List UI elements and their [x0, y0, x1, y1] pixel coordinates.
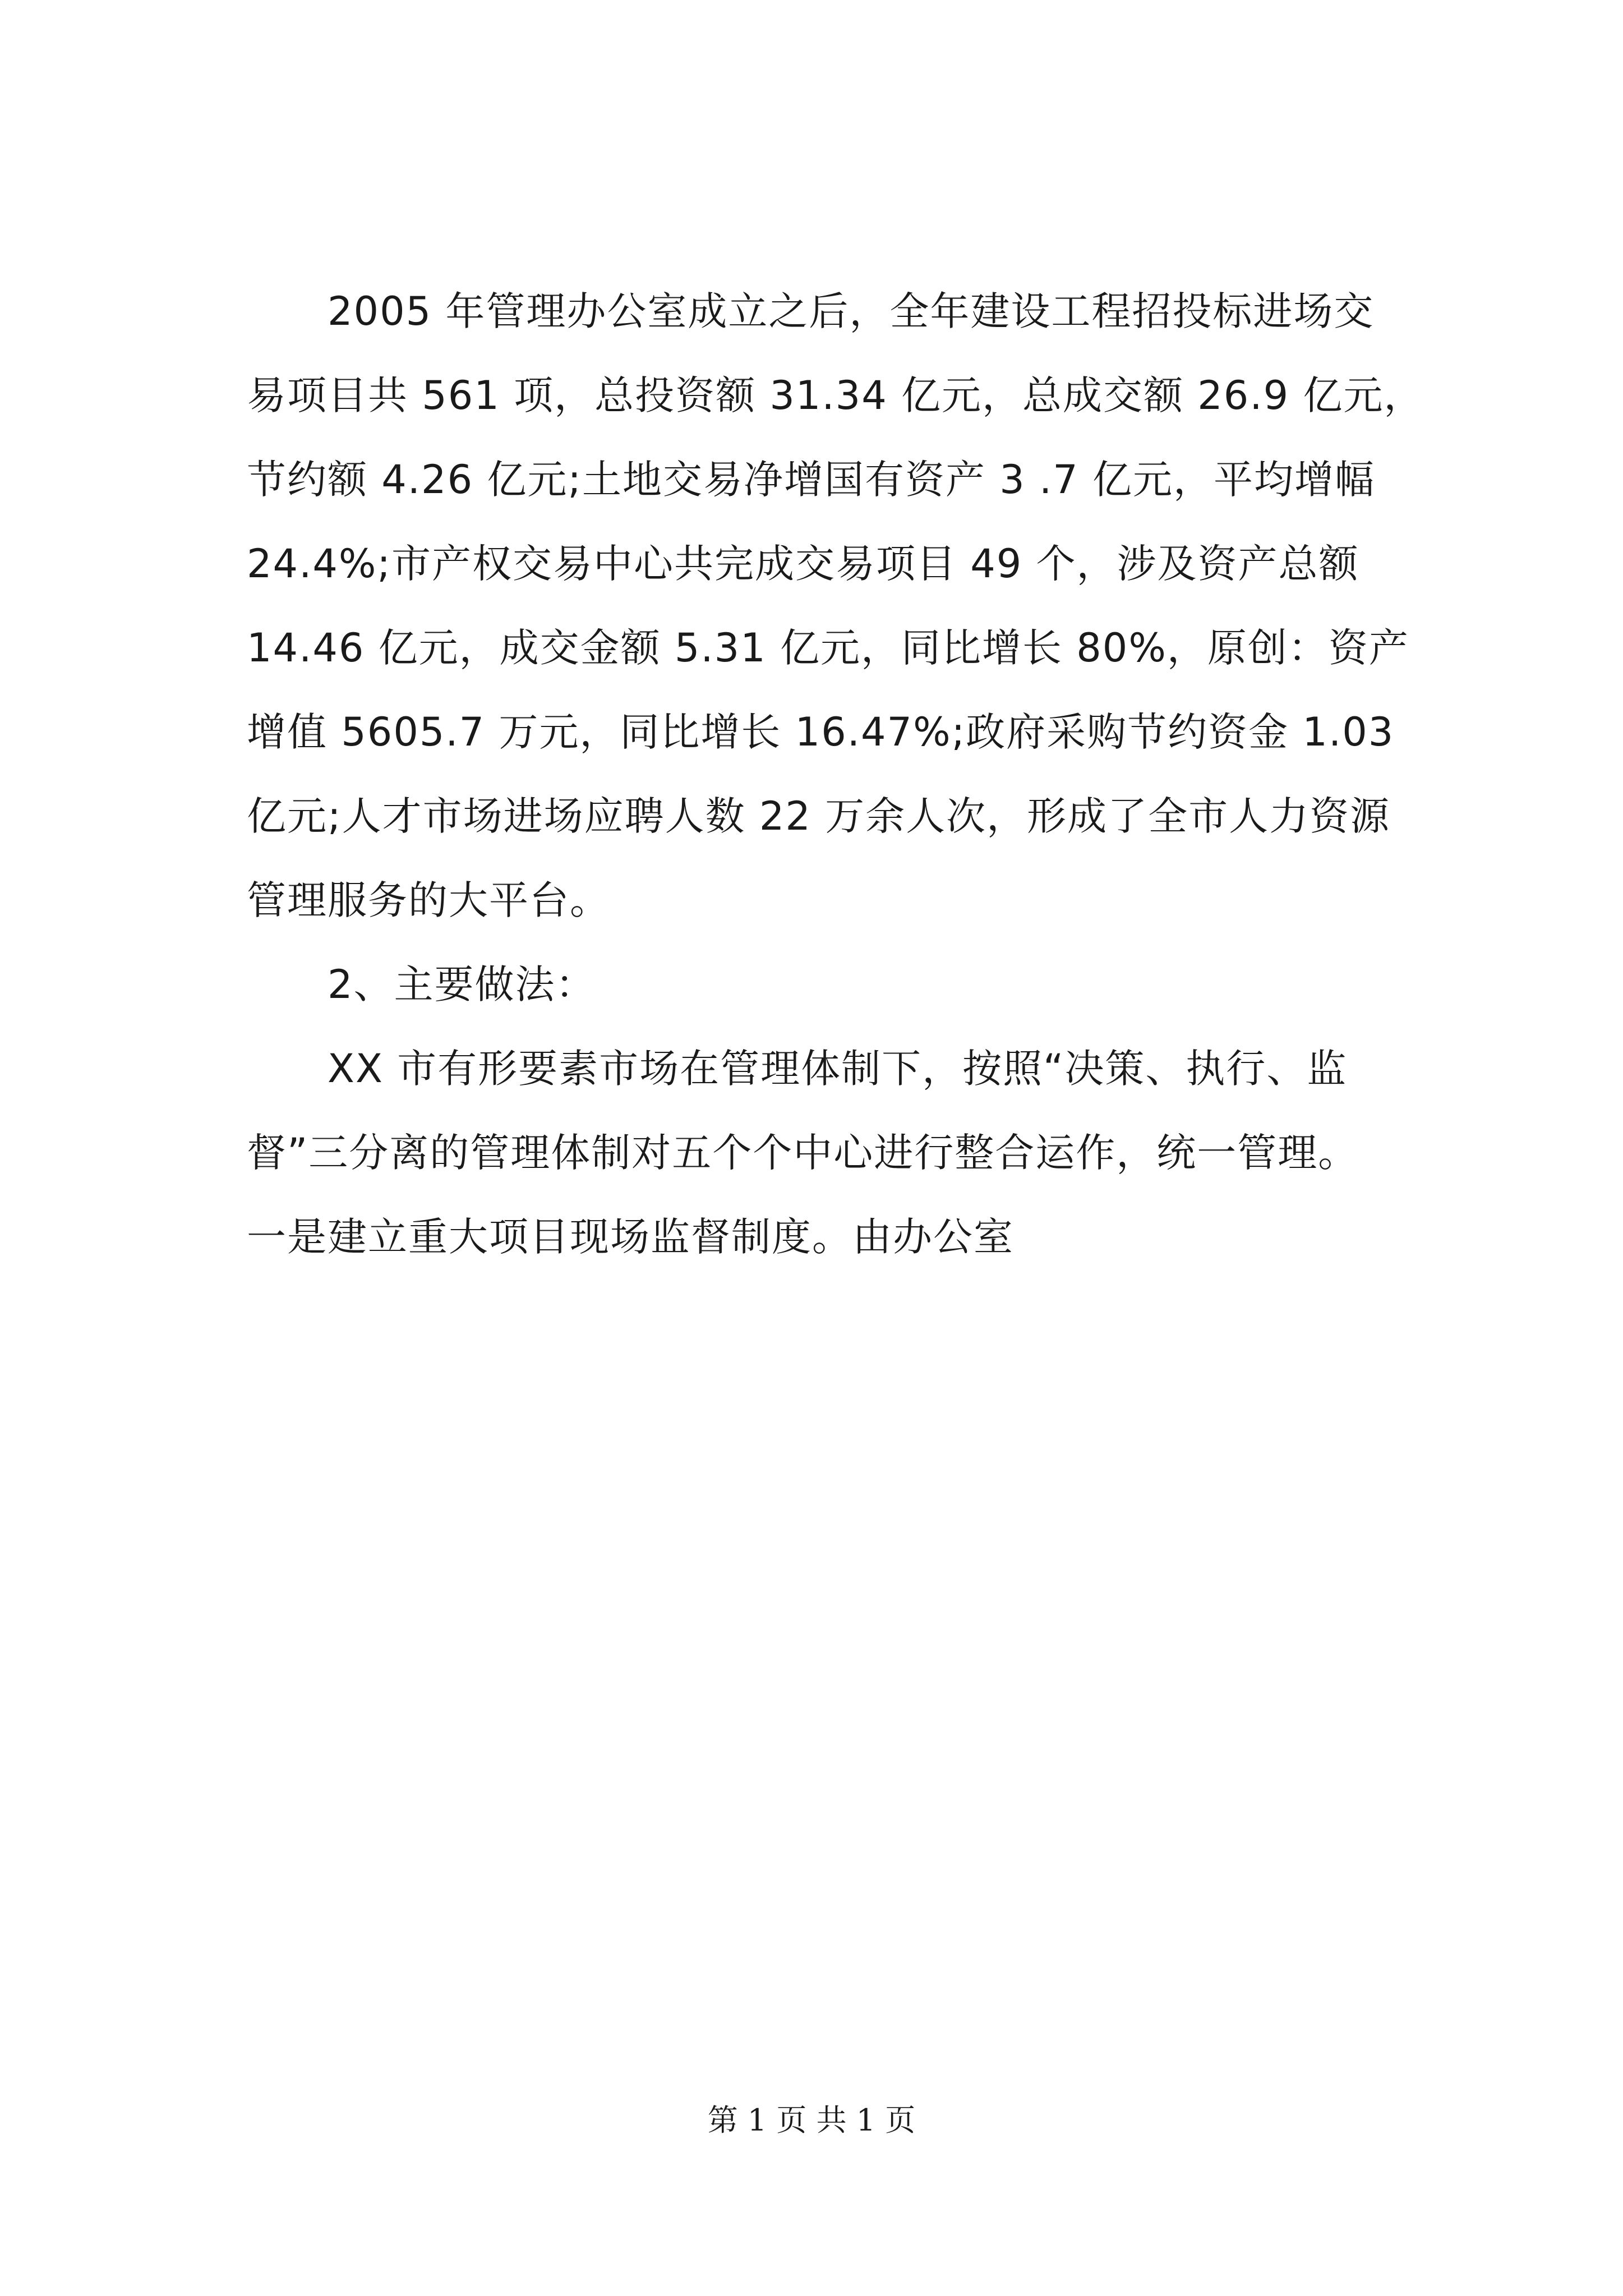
paragraph-1-line-8: 管理服务的大平台。 [247, 877, 610, 923]
paragraph-2-line-1: XX 市有形要素市场在管理体制下，按照“决策、执行、监 [328, 1046, 1348, 1092]
paragraph-1-line-2: 易项目共 561 项，总投资额 31.34 亿元，总成交额 26.9 亿元， [247, 372, 1424, 418]
paragraph-2-line-3: 一是建立重大项目现场监督制度。由办公室 [247, 1214, 1014, 1260]
paragraph-1-line-7: 亿元;人才市场进场应聘人数 22 万余人次，形成了全市人力资源 [247, 793, 1391, 839]
document-body [247, 269, 1458, 1279]
paragraph-2-line-2: 督”三分离的管理体制对五个个中心进行整合运作，统一管理。 [247, 1130, 1359, 1176]
paragraph-1-line-3: 节约额 4.26 亿元;土地交易净增国有资产 3 .7 亿元，平均增幅 [247, 457, 1376, 503]
page-footer: 第 1 页 共 1 页 [707, 2102, 916, 2138]
paragraph-1-line-6: 增值 5605.7 万元，同比增长 16.47%;政府采购节约资金 1.03 [247, 709, 1395, 755]
section-heading: 2、主要做法： [328, 961, 596, 1007]
paragraph-1-line-5: 14.46 亿元，成交金额 5.31 亿元，同比增长 80%，原创：资产 [247, 625, 1409, 671]
paragraph-1-line-1: 2005 年管理办公室成立之后，全年建设工程招投标进场交 [328, 288, 1375, 334]
paragraph-1-line-4: 24.4%;市产权交易中心共完成交易项目 49 个，涉及资产总额 [247, 541, 1359, 587]
